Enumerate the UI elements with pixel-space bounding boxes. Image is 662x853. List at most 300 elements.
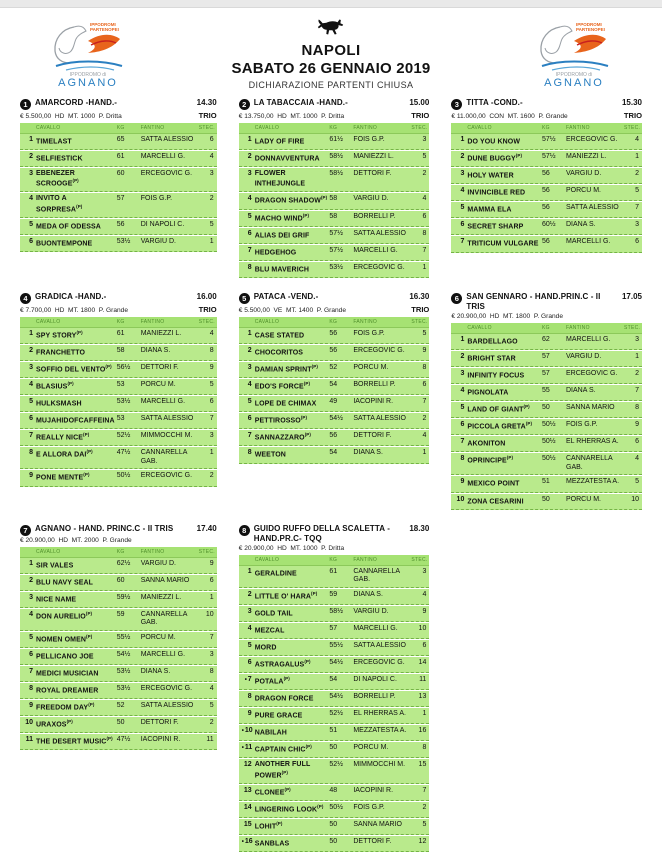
- horse-number: 1: [29, 559, 33, 567]
- jockey-name: MANIEZZI L.: [140, 593, 182, 601]
- horse-weight: 56: [542, 170, 550, 178]
- stall-number: 2: [209, 472, 214, 480]
- horse-name: INVITO A SORPRESA: [36, 195, 77, 214]
- logo-line1: IPPODROMI: [575, 21, 602, 27]
- horse-weight: 52½: [116, 432, 131, 440]
- horse-name-cell: [36, 651, 117, 662]
- horse-name-cell: [255, 804, 330, 815]
- horse-number: 7: [460, 238, 465, 246]
- horse-name: SOFFIO DEL VENTO: [36, 366, 106, 374]
- jockey-name: FOIS G.P.: [566, 421, 598, 429]
- horse-row: [451, 494, 642, 510]
- jockey-name: VARGIU D.: [566, 170, 602, 178]
- horse-number-cell: [454, 421, 467, 429]
- jockey-name: DETTORI F.: [353, 837, 392, 845]
- horses-table: [239, 317, 430, 464]
- jockey-name: DETTORI F.: [353, 432, 392, 440]
- race-number-badge: 6: [451, 293, 462, 304]
- stall-number: 7: [422, 398, 427, 406]
- horse-name: PICCOLA GRETA: [467, 423, 526, 431]
- stall-number: 8: [422, 744, 427, 752]
- race-title: SAN GENNARO - HAND.PRIN.C - II TRIS: [466, 291, 601, 311]
- horse-name: INFINITY FOCUS: [467, 372, 525, 380]
- horse-weight: 56: [329, 346, 338, 354]
- horse-blinkers-flag: (P): [281, 769, 288, 775]
- horse-weight: 62½: [116, 559, 131, 567]
- horse-weight: 59: [329, 590, 338, 598]
- horse-number-cell: [23, 651, 36, 659]
- horse-blinkers-flag: (P): [76, 329, 83, 335]
- horse-name: FRANCHETTO: [36, 349, 86, 357]
- jockey-name: CANNARELLA GAB.: [140, 610, 187, 627]
- horse-name: MAMMA ELA: [467, 206, 512, 214]
- horse-row: [451, 168, 642, 184]
- horse-number-cell: [454, 221, 467, 229]
- jockey-name: EL RHERRAS A.: [566, 438, 619, 446]
- col-kg: KG: [329, 125, 338, 131]
- horse-weight: 50½: [542, 438, 556, 446]
- jockey-name: ERCEGOVIC G.: [353, 346, 405, 354]
- stall-number: 15: [418, 761, 427, 769]
- horse-name-cell: [255, 787, 330, 798]
- horse-number-cell: [242, 676, 255, 684]
- horse-name-cell: [255, 381, 330, 392]
- jockey-name: CANNARELLA GAB.: [566, 455, 613, 471]
- horse-weight: 54: [329, 381, 338, 389]
- horse-row: [239, 691, 430, 707]
- horse-name: DAMIAN SPRINT: [254, 366, 312, 374]
- horse-name: MEZCAL: [254, 627, 285, 635]
- horse-weight: 57½: [329, 246, 343, 254]
- horse-number: 5: [460, 204, 465, 212]
- horse-name-cell: [36, 238, 117, 249]
- race-card: [20, 292, 217, 488]
- jockey-name: FOIS G.P.: [353, 329, 385, 337]
- horse-name-cell: [255, 195, 330, 206]
- horse-blinkers-flag: (P): [86, 633, 93, 639]
- horse-number: 5: [29, 633, 33, 641]
- horse-name-cell: [255, 568, 330, 579]
- col-kg: KG: [116, 318, 125, 325]
- horse-number: 15: [243, 820, 252, 828]
- race-title: AMARCORD -HAND.-: [35, 98, 118, 107]
- stall-number: 5: [422, 820, 427, 828]
- horse-weight: 58: [329, 212, 338, 220]
- race-subheader: [239, 305, 430, 314]
- horse-name: TRITICUM VULGARE: [467, 240, 539, 248]
- horse-number: 9: [460, 478, 465, 486]
- horse-mark: •: [241, 745, 244, 752]
- jockey-name: PORCU M.: [140, 381, 176, 389]
- jockey-name: DETTORI F.: [353, 170, 392, 178]
- horse-number-cell: [23, 634, 36, 642]
- horse-number: 3: [29, 364, 33, 372]
- col-cavallo: CAVALLO: [467, 324, 492, 331]
- horse-name: MORD: [254, 644, 277, 652]
- horse-number: 3: [247, 364, 252, 372]
- stall-number: 12: [418, 837, 427, 845]
- horse-number: 2: [29, 346, 33, 354]
- horse-weight: 54: [329, 449, 338, 457]
- col-fantino: FANTINO: [353, 556, 378, 563]
- horse-weight: 51: [329, 727, 338, 735]
- horse-name: MEDICI MUSICIAN: [36, 670, 99, 678]
- horse-mark: •: [241, 838, 244, 845]
- horse-number: 6: [460, 421, 465, 429]
- horse-row: [239, 623, 430, 639]
- stall-number: 14: [418, 658, 427, 666]
- horse-name: ALIAS DEI GRIF: [254, 231, 310, 239]
- jockey-name: PORCU M.: [140, 633, 176, 641]
- jockey-name: SANNA MARIO: [353, 820, 402, 828]
- logo-line2: PARTENOPEI: [575, 26, 605, 32]
- horse-number: 4: [247, 624, 252, 632]
- stall-number: 5: [635, 187, 639, 195]
- horse-name: DUNE BUGGY: [467, 155, 516, 163]
- horse-number: 1: [460, 136, 465, 143]
- horse-row: [239, 193, 430, 209]
- horse-name: HULKSMASH: [36, 400, 82, 408]
- horse-row: [239, 742, 430, 758]
- horse-weight: 57: [329, 624, 338, 632]
- horse-name-cell: [36, 668, 117, 679]
- horse-name: BLU NAVY SEAL: [36, 578, 94, 586]
- jockey-name: SATTA ALESSIO: [353, 229, 406, 237]
- stall-number: 1: [422, 449, 427, 457]
- horse-name: SANBLAS: [254, 840, 290, 848]
- race-subheader: [20, 305, 217, 314]
- stall-number: 6: [422, 381, 427, 389]
- race-time: 16.30: [409, 291, 430, 301]
- stall-number: 2: [209, 195, 214, 203]
- horse-number-cell: [23, 381, 36, 389]
- table-rows: [239, 134, 430, 278]
- race-card: [451, 98, 642, 254]
- horse-number-cell: [242, 693, 255, 701]
- horse-name-cell: [255, 230, 330, 241]
- horse-name: BUONTEMPONE: [36, 240, 93, 248]
- horse-name: BLASIUS: [36, 383, 68, 391]
- horse-name: DONNAVVENTURA: [254, 155, 320, 163]
- jockey-name: SATTA ALESSIO: [353, 415, 406, 423]
- horse-weight: 61½: [329, 136, 343, 143]
- horse-row: [239, 759, 430, 783]
- horse-number: 2: [29, 153, 33, 161]
- horse-blinkers-flag: (P): [72, 178, 79, 184]
- race-number-badge: 3: [451, 99, 462, 110]
- horse-name-cell: [467, 187, 542, 198]
- horse-blinkers-flag: (P): [303, 381, 311, 387]
- horse-row: [451, 402, 642, 418]
- horse-number-cell: [242, 821, 255, 829]
- col-kg: KG: [542, 324, 550, 331]
- horse-name-cell: [255, 330, 330, 341]
- race-details: € 20.900,00 HD MT. 2000 P. Grande: [20, 536, 132, 544]
- horse-name: SECRET SHARP: [467, 223, 524, 231]
- horse-name-cell: [36, 195, 117, 214]
- jockey-name: MARCELLI G.: [140, 398, 186, 406]
- stall-number: 3: [209, 650, 214, 658]
- stall-number: 8: [635, 404, 639, 412]
- horse-row: [20, 683, 217, 699]
- horse-number-cell: [242, 568, 255, 576]
- race-time: 17.40: [196, 523, 217, 533]
- horse-number-cell: [454, 136, 467, 144]
- jockey-name: IACOPINI R.: [353, 786, 394, 794]
- horse-weight: 50½: [542, 421, 556, 429]
- horse-weight: 56: [542, 187, 550, 195]
- race-number-badge: 7: [20, 525, 31, 536]
- horse-name: CASE STATED: [254, 332, 305, 340]
- col-fantino: FANTINO: [566, 324, 590, 331]
- race-number-badge: 2: [239, 99, 250, 110]
- horse-name: MEDA OF ODESSA: [36, 223, 101, 231]
- horse-weight: 57½: [542, 153, 556, 161]
- event-note: DICHIARAZIONE PARTENTI CHIUSA: [248, 80, 414, 91]
- stall-number: 10: [631, 495, 639, 503]
- horse-number: 16: [244, 837, 253, 845]
- horse-name-cell: [255, 591, 330, 602]
- horse-name-cell: [36, 634, 117, 645]
- table-header-row: [239, 123, 430, 134]
- stall-number: 9: [635, 421, 639, 429]
- race-card: [20, 524, 217, 752]
- race-pool-label: TRIO: [198, 304, 217, 314]
- horse-name-cell: [467, 170, 542, 181]
- race-details: € 13.750,00 HD MT. 1000 P. Dritta: [238, 113, 345, 120]
- horse-weight: 53½: [329, 263, 343, 271]
- horse-number-cell: [454, 404, 467, 412]
- horse-row: [239, 836, 430, 852]
- horse-name: GOLD TAIL: [254, 609, 293, 617]
- race-time: 16.00: [196, 291, 217, 301]
- horse-name-cell: [255, 264, 330, 275]
- horse-row: [20, 236, 217, 252]
- stall-number: 7: [635, 204, 639, 212]
- horse-row: [239, 725, 430, 741]
- race-header: [451, 98, 642, 110]
- horse-number-cell: [454, 238, 467, 246]
- horse-weight: 52: [329, 364, 338, 372]
- horse-name: FLOWER INTHEJUNGLE: [254, 170, 306, 188]
- horse-name-cell: [255, 170, 330, 189]
- horse-name: EBENEZER SCROOGE: [36, 170, 75, 188]
- stall-number: 2: [209, 719, 214, 727]
- horse-weight: 57: [542, 370, 550, 378]
- col-cavallo: CAVALLO: [254, 318, 280, 325]
- horse-number-cell: [242, 170, 255, 178]
- stall-number: 9: [209, 559, 214, 567]
- jockey-name: DIANA S.: [140, 346, 171, 354]
- table-rows: [451, 334, 642, 510]
- horse-number-cell: [454, 455, 467, 463]
- col-fantino: FANTINO: [140, 548, 165, 555]
- horse-number-cell: [454, 387, 467, 395]
- horse-number: 7: [29, 432, 33, 440]
- horse-blinkers-flag: (P): [85, 610, 93, 616]
- race-pool-label: TRIO: [623, 111, 642, 120]
- horse-name: ZONA CESARINI: [467, 497, 524, 505]
- jockey-name: IACOPINI R.: [353, 398, 394, 406]
- horse-number-cell: [242, 659, 255, 667]
- horse-blinkers-flag: (P): [311, 364, 318, 370]
- stall-number: 3: [422, 567, 427, 575]
- horse-name: NABILAH: [254, 729, 287, 737]
- horse-weight: 58½: [329, 153, 343, 161]
- horse-row: [239, 262, 430, 278]
- col-kg: KG: [116, 548, 125, 555]
- horse-name: ANOTHER FULL POWER: [254, 761, 311, 779]
- agnano-logo-right: [528, 17, 620, 92]
- horse-number-cell: [454, 187, 467, 195]
- horse-row: [20, 328, 217, 344]
- horse-blinkers-flag: (P): [300, 415, 308, 421]
- table-header-row: [20, 123, 217, 134]
- jockey-name: SANNA MARIO: [140, 576, 190, 584]
- horse-row: [20, 592, 217, 608]
- horse-row: [239, 328, 430, 344]
- horse-name: OPRINCIPE: [467, 457, 507, 465]
- race-header: [239, 98, 430, 110]
- horse-name: MACHO WIND: [254, 214, 303, 222]
- horse-number: 8: [29, 449, 33, 457]
- jockey-name: PORCU M.: [566, 495, 601, 503]
- horse-name-cell: [255, 676, 330, 687]
- horse-weight: 52½: [329, 761, 343, 769]
- horse-weight: 54½: [329, 693, 343, 701]
- horse-name: NICE NAME: [36, 596, 77, 604]
- horse-weight: 50½: [542, 455, 556, 463]
- horse-weight: 54½: [329, 658, 343, 666]
- horse-name-cell: [255, 659, 330, 670]
- horse-name: LOPE DE CHIMAX: [254, 400, 317, 408]
- horse-name: TIMELAST: [36, 138, 72, 146]
- horse-number: 3: [460, 170, 465, 178]
- horse-number: 5: [29, 398, 33, 406]
- stall-number: 4: [635, 455, 639, 463]
- jockey-name: ERCEGOVIC G.: [140, 685, 193, 693]
- horse-number: 3: [460, 370, 465, 378]
- horse-number: 1: [247, 567, 252, 575]
- stall-number: 4: [422, 195, 427, 203]
- horse-row: [20, 666, 217, 682]
- horse-row: [20, 134, 217, 150]
- stall-number: 8: [209, 346, 214, 354]
- horse-weight: 50: [329, 820, 338, 828]
- horse-weight: 56: [542, 204, 550, 212]
- race-details: € 11.000,00 CON MT. 1600 P. Grande: [451, 113, 568, 120]
- horse-name-cell: [36, 415, 117, 426]
- horse-blinkers-flag: (P): [105, 364, 112, 370]
- horse-number-cell: [242, 432, 255, 440]
- col-cavallo: CAVALLO: [254, 125, 280, 131]
- horse-weight: 57½: [329, 229, 343, 237]
- horse-number-cell: [242, 591, 255, 599]
- race-header: [239, 524, 430, 544]
- horse-blinkers-flag: (P): [76, 203, 83, 209]
- race-card: [20, 98, 217, 253]
- horse-number-cell: [23, 347, 36, 355]
- jockey-name: ERCEGOVIC G.: [140, 170, 193, 178]
- stall-number: 1: [635, 153, 639, 161]
- horse-blinkers-flag: (P): [302, 212, 310, 218]
- horse-name-cell: [36, 347, 117, 358]
- col-kg: KG: [329, 556, 338, 563]
- horse-number: 8: [460, 455, 465, 463]
- horse-row: [451, 453, 642, 475]
- logo-line1: IPPODROMI: [90, 21, 116, 27]
- stall-number: 6: [635, 238, 639, 246]
- jockey-name: BORRELLI P.: [353, 212, 396, 220]
- jockey-name: SATTA ALESSIO: [566, 204, 619, 212]
- jockey-name: MARCELLI G.: [566, 238, 611, 246]
- horse-name: LADY OF FIRE: [254, 138, 305, 146]
- horse-number-cell: [242, 642, 255, 650]
- horse-name-cell: [36, 719, 117, 730]
- horse-number: 10: [244, 727, 253, 735]
- horse-blinkers-flag: (P): [305, 744, 312, 750]
- horse-name-cell: [255, 710, 330, 721]
- stall-number: 8: [209, 667, 214, 675]
- stall-number: 5: [209, 220, 214, 228]
- horse-name-cell: [36, 381, 117, 392]
- horse-name-cell: [36, 432, 117, 443]
- horse-name-cell: [255, 136, 330, 147]
- horse-name-cell: [467, 496, 542, 507]
- horse-name-cell: [36, 702, 117, 713]
- horse-name-cell: [36, 594, 117, 605]
- horse-number-cell: [242, 787, 255, 795]
- race-subheader: [20, 537, 217, 544]
- horse-number-cell: [23, 153, 36, 161]
- jockey-name: BORRELLI P.: [353, 693, 396, 701]
- jockey-name: DIANA S.: [566, 221, 596, 229]
- horse-number-cell: [23, 136, 36, 144]
- horse-number-cell: [454, 478, 467, 486]
- stall-number: 2: [422, 415, 427, 423]
- horse-name: ASTRAGALUS: [254, 661, 305, 669]
- horse-name-cell: [255, 727, 330, 738]
- horse-number: 9: [247, 710, 252, 718]
- horse-weight: 55½: [329, 641, 343, 649]
- jockey-name: MEZZATESTA A.: [353, 727, 407, 735]
- stall-number: 1: [422, 263, 427, 271]
- jockey-name: SATTA ALESSIO: [140, 136, 194, 143]
- jockey-name: DIANA S.: [566, 387, 596, 395]
- horse-row: [239, 708, 430, 724]
- horses-table: [20, 123, 217, 252]
- table-rows: [20, 134, 217, 252]
- jockey-name: VARGIU D.: [353, 195, 389, 203]
- horse-number-cell: [23, 472, 36, 480]
- race-header: [20, 524, 217, 536]
- horse-number-cell: [23, 398, 36, 406]
- horse-weight: 54½: [116, 650, 131, 658]
- horse-blinkers-flag: (P): [106, 736, 113, 742]
- horse-number: 6: [29, 237, 33, 245]
- horse-name-cell: [36, 153, 117, 164]
- horse-number: 5: [247, 212, 252, 220]
- horse-row: [20, 345, 217, 361]
- horse-name-cell: [255, 398, 330, 409]
- horse-number-cell: [23, 611, 36, 619]
- stall-number: 2: [635, 370, 639, 378]
- horse-number: 8: [247, 693, 252, 701]
- col-stec: STEC.: [624, 125, 641, 131]
- horse-name-cell: [255, 213, 330, 224]
- horse-number-cell: [23, 702, 36, 710]
- race-subheader: [239, 545, 430, 552]
